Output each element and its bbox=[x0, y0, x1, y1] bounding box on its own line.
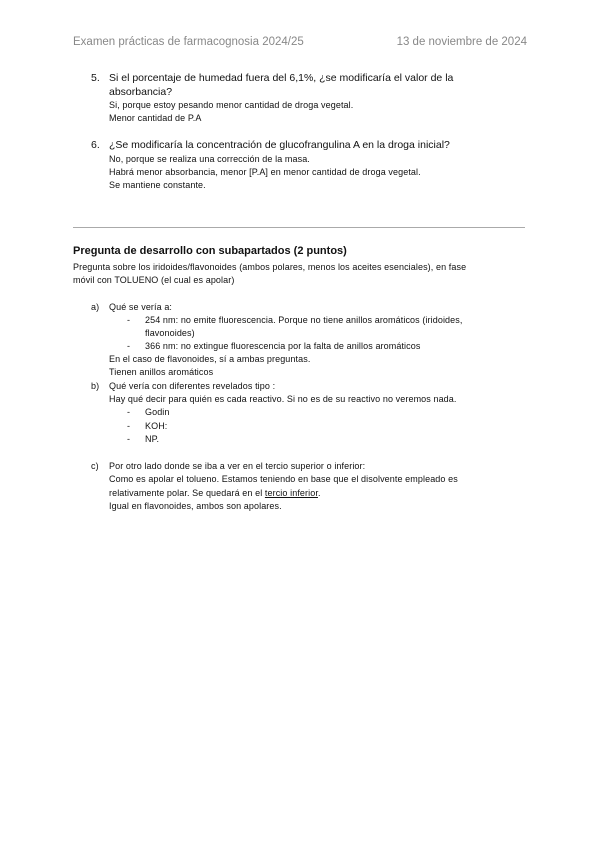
answer-line: No, porque se realiza una corrección de la masa. bbox=[109, 154, 310, 164]
answer-line: Se mantiene constante. bbox=[109, 180, 206, 190]
question-6 bbox=[91, 139, 450, 153]
subquestion-label: a) bbox=[91, 302, 100, 312]
answer-line: Tienen anillos aromáticos bbox=[109, 367, 214, 377]
subquestion-label: c) bbox=[91, 461, 99, 471]
subquestion-text: Qué se vería a: bbox=[109, 302, 173, 312]
answer-line: Habrá menor absorbancia, menor [P.A] en menor cantidad de droga vegetal. bbox=[109, 167, 421, 177]
answer-line: En el caso de flavonoides, sí a ambas preguntas. bbox=[109, 354, 311, 364]
question-text: Si el porcentaje de humedad fuera del 6,1%, ¿se modificaría el valor de la bbox=[109, 72, 454, 84]
answer-line: relativamente polar. Se quedará en el tercio inferior. bbox=[109, 488, 321, 498]
answer-line: Hay qué decir para quién es cada reactivo. Si no es de su reactivo no veremos nada. bbox=[109, 394, 457, 404]
question-number: 5. bbox=[91, 72, 100, 84]
answer-line: Menor cantidad de P.A bbox=[109, 113, 202, 123]
subquestion-text: Qué vería con diferentes revelados tipo : bbox=[109, 381, 276, 391]
header-title: Examen prácticas de farmacognosia 2024/25 bbox=[73, 36, 304, 48]
subquestion-text: Por otro lado donde se iba a ver en el tercio superior o inferior: bbox=[109, 461, 366, 471]
answer-line: Igual en flavonoides, ambos son apolares. bbox=[109, 501, 282, 511]
subquestion-label: b) bbox=[91, 381, 100, 391]
subquestion-c bbox=[91, 460, 365, 474]
header-date: 13 de noviembre de 2024 bbox=[396, 36, 527, 48]
section-intro: móvil con TOLUENO (el cual es apolar) bbox=[73, 275, 235, 285]
question-text: ¿Se modificaría la concentración de glucofrangulina A en la droga inicial? bbox=[109, 139, 450, 151]
answer-line: Si, porque estoy pesando menor cantidad de droga vegetal. bbox=[109, 100, 354, 110]
list-item: - KOH: bbox=[127, 421, 168, 431]
section-divider bbox=[73, 227, 525, 228]
list-item: - 366 nm: no extingue fluorescencia por la falta de anillos aromáticos bbox=[127, 341, 421, 351]
subquestion-a bbox=[91, 301, 172, 315]
answer-line: Como es apolar el tolueno. Estamos teniendo en base que el disolvente empleado es bbox=[109, 474, 458, 484]
subquestion-b bbox=[91, 380, 275, 394]
question-5-cont: absorbancia? bbox=[109, 86, 173, 98]
question-5 bbox=[91, 72, 453, 86]
list-item-cont: flavonoides) bbox=[145, 328, 195, 338]
list-item: - NP. bbox=[127, 434, 160, 444]
underlined-term: tercio inferior bbox=[264, 488, 318, 498]
section-intro: Pregunta sobre los iridoides/flavonoides (ambos polares, menos los aceites esenciales), en fase bbox=[73, 262, 467, 272]
list-item: - 254 nm: no emite fluorescencia. Porque no tiene anillos aromáticos (iridoides, bbox=[127, 315, 463, 325]
list-item: - Godin bbox=[127, 407, 170, 417]
question-number: 6. bbox=[91, 139, 100, 151]
section-title: Pregunta de desarrollo con subapartados (2 puntos) bbox=[73, 245, 347, 257]
